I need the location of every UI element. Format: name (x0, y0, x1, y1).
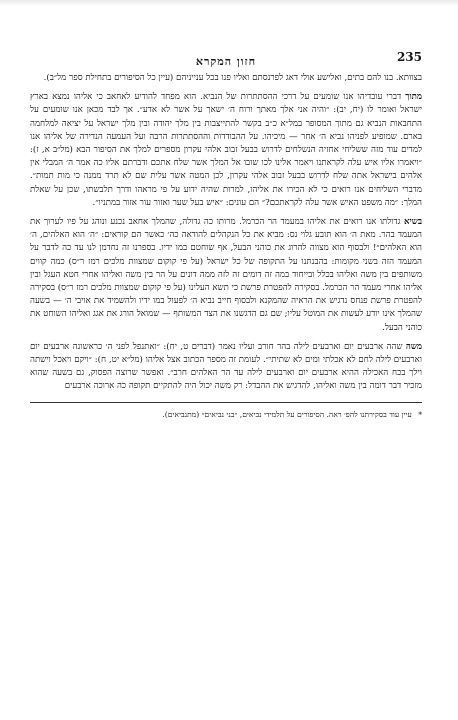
paragraph-4 (30, 341, 422, 394)
footnote-divider (30, 402, 422, 403)
paragraph-1 (30, 72, 422, 85)
paragraph-1-text: בצוותא. בנו להם בתים, ואלישע אולי דאג לפרנסתם ואליו פנו בכל ענייניהם (עיין כל הסיפורים בתחילת ספר מל״ב). (43, 73, 422, 83)
paragraph-4-lead-word: משה (405, 341, 423, 352)
running-header-title: חזון המקרא (195, 55, 257, 68)
scan-edge-shadow (0, 0, 458, 6)
paragraph-3-lead-word: בשיא (404, 217, 422, 228)
paragraph-3-text: גדולתו אנו רואים את אליהו במעמד הר הכרמל. מרותו כה גדולה, שהמלך אחאב נכנע ונוהג על פיו לערוך את המעמד בהר. מאת ה׳ הוא תובע גלוי נס: מביא את כל הנקהלים להודאה כה׳ כאשר הם קוראים: ״ה׳ הוא האלהים, ה׳ הוא האלהים״! ולבסוף הוא מצווה להרוג את כוהני הבעל, אף שוחטם במו ידיו. בספרנו זה נחדמן לנו עד כה לדבר על המעמד הזה בשני מקומות: בהבנתנו על התקופה של כל ישראל (על פי קוקום שמצוות מלכים רמז ר״ס) כמה קווים משותפים בין משה ואליהו בכלל ובייחוד במה זה דומים זה לזה ממה דונים על הר בין משה ואליהו אחרי חטא העגל ובין אליהו אחרי מעמד הר הכרמל. בסקירה להפטרת פרשת כי תשא העלינו (על פי קוקום שמצוות מלכים רמז ר״ס) בסקירה להפטרת פרשת פנחס נדגיש את הראיה שהמקנא ולבסוף חייב נביא ה׳ לפעול במו ידיו ולהשמיד את אויבי ה׳ — בשעה שהמלך אינו יודע לעשות את המוטל עליו; שם גם הדגשנו את הצד המשותף — שמואל הורג את אגג ואליהו השוחט את כוהני הבעל. (30, 217, 422, 333)
paragraph-2-text: דברי עובדיהו אנו שומעים על דרכי ההסתתרות של הנביא. הוא מפחד להודיע לאחאב כי אליהו נמצא בארץ ישראל ואומר לו (יח, יב): ״והיה אני אלך מאתך ורוח ה׳ ישאך על אשר לא אדע״. אך לבד מכאן אנו שומעים על התחבאות הנביא גם מתוך המסופר במל״א כ״ב בקשר להתייצבות בין מלך יהודה ובין מלך ישראל על יציאה למלחמה בארם. שמופיע לפניהו נביא ה׳ אחר — מיכיהו. על ההבודדות וההסתתרות הרבה ועל העמעה הנדירה של אליהו אנו למדים עוד מזה ששליחי אחזיה הנשלחים לדרוש בבעל זבוב אלהי עקרון מספרים למלך את הסיפור הבא (מל״ב א, ז): ״ויאמרו אליו איש עלה לקראתנו ויאמר אלינו לכו שובו אל המלך אשר שלח אתכם ודברתם אליו כה אמר ה׳ המבלי אין אלהים בישראל אתה שלח לדרוש בבעל זבוב אלהי עקרון, לכן המטה אשר עלית שם לא תרד ממנה כי מות תמות״. מדברי השליחים אנו רואים כי לא הכירו את אליהו, למרות שהיה ידוע על פי מראהו ודרך תלבשתו, שכן על שאלת המלך: ״מה משפט האיש אשר עלה לקראתכם?״ הם עונים: ״איש בעל שער ואזור עור אזור במתניו״. (30, 92, 422, 208)
running-header (30, 50, 422, 72)
paragraph-2-lead-word: מתוך (405, 92, 423, 103)
footnote (30, 409, 422, 421)
footnote-mark: * (418, 409, 422, 419)
paragraph-2 (30, 91, 422, 210)
footnote-text: עיין עוד בסקירתנו להפ׳ ראה. הסיפורים על תלמידי נביאים, ״בני נביאים״ (מתנביאים). (162, 409, 412, 419)
body-text (30, 72, 422, 394)
paragraph-4-text: שהה ארבעים יום וארבעים לילה בהר חורב ועליו נאמר (דברים ט, יח): ״ואתנפל לפני ה׳ כראשונה ארבעים יום וארבעים לילה לחם לא אכלתי ומים לא שתיתי״. לעומת זה מספר הכתוב אצל אליהו (מל״א יט, ח): ״ויקם ויאכל וישתה וילך בכח האכילה ההיא ארבעים יום וארבעים לילה עד הר האלהים חרב״. ואפשר שרוצה הפסוק, גם בשעה שהוא מזכיר דבר דומה בין משה ואליהו, להדגיש את ההבדל: רק משה יכול היה להתקיים תקופה כה ארוכה ארבעים (30, 341, 422, 392)
paragraph-3 (30, 216, 422, 335)
page-number: 235 (396, 50, 422, 64)
